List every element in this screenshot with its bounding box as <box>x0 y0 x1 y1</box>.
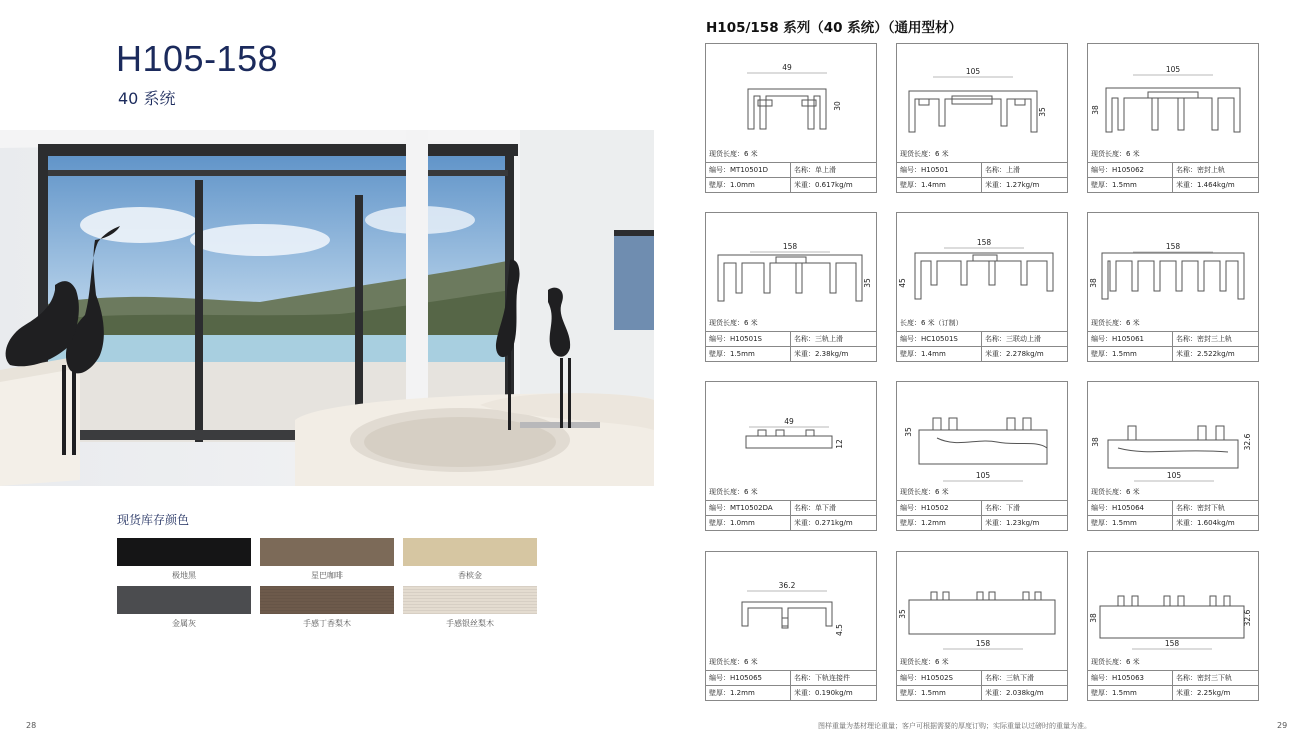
name-text: 名称：三轨下滑 <box>985 674 1034 682</box>
weight-text: 米重：1.27kg/m <box>985 181 1040 189</box>
thickness-weight-row <box>706 515 876 531</box>
dimension-label: 105 <box>1166 471 1182 480</box>
profile-cross-section-drawing <box>1088 382 1258 485</box>
weight-text: 米重：2.038kg/m <box>985 689 1044 697</box>
thickness-text: 壁厚：1.2mm <box>706 686 791 701</box>
length-text: 现货长度：6 米 <box>900 488 949 496</box>
code-name-row <box>706 500 876 516</box>
dimension-label: 158 <box>975 639 991 648</box>
dimension-label: 105 <box>1165 65 1181 74</box>
dimension-label: 38 <box>1089 613 1098 623</box>
code-text: 编号：H105063 <box>1088 671 1173 686</box>
thickness-text: 壁厚：1.0mm <box>706 516 791 531</box>
profile-card <box>1087 212 1259 362</box>
length-row <box>897 316 1067 331</box>
length-text: 现货长度：6 米 <box>1091 488 1140 496</box>
name-text: 名称：密封三上轨 <box>1176 335 1232 343</box>
profile-cross-section-drawing <box>1088 44 1258 147</box>
weight-text: 米重：0.190kg/m <box>794 689 853 697</box>
color-swatch-metal-grey <box>117 586 251 614</box>
dimension-label: 158 <box>1165 242 1181 251</box>
length-text: 现货长度：6 米 <box>1091 658 1140 666</box>
profile-card <box>1087 43 1259 193</box>
dimension-label: 38 <box>1091 105 1100 115</box>
dimension-label: 45 <box>898 278 907 288</box>
weight-text: 米重：0.617kg/m <box>794 181 853 189</box>
dimension-label: 36.2 <box>778 581 796 590</box>
name-text: 名称：上滑 <box>985 166 1020 174</box>
thickness-weight-row <box>1088 177 1258 193</box>
series-title: H105/158 系列（40 系统）（通用型材） <box>706 20 963 36</box>
code-name-row <box>706 162 876 178</box>
length-text: 现货长度：6 米 <box>709 150 758 158</box>
thickness-weight-row <box>1088 685 1258 701</box>
length-text: 现货长度：6 米 <box>1091 150 1140 158</box>
length-row <box>897 147 1067 162</box>
length-row <box>706 147 876 162</box>
dimension-label: 35 <box>863 278 872 288</box>
color-label: 香槟金 <box>458 571 482 580</box>
code-text: 编号：HC10501S <box>897 332 982 347</box>
code-text: 编号：MT10501D <box>706 163 791 178</box>
name-text: 名称：下轨连接件 <box>794 674 850 682</box>
profile-card <box>896 43 1068 193</box>
dimension-label: 105 <box>965 67 981 76</box>
profile-card <box>896 381 1068 531</box>
thickness-weight-row <box>706 346 876 362</box>
dimension-label: 30 <box>833 101 842 111</box>
length-row <box>1088 655 1258 670</box>
footnote: 图样重量为基材理论重量；客户可根据需要的厚度订购；实际重量以过磅时的重量为准。 <box>818 722 1091 730</box>
length-row <box>706 655 876 670</box>
color-label: 金属灰 <box>172 619 196 628</box>
profile-card <box>705 43 877 193</box>
bathroom-photo <box>0 130 654 486</box>
color-swatch-black <box>117 538 251 566</box>
name-text: 名称：单下滑 <box>794 504 836 512</box>
weight-text: 米重：2.522kg/m <box>1176 350 1235 358</box>
weight-text: 米重：2.38kg/m <box>794 350 849 358</box>
thickness-weight-row <box>897 346 1067 362</box>
color-label: 星巴咖啡 <box>311 571 343 580</box>
page-number-right: 29 <box>1277 721 1288 730</box>
name-text: 名称：三联动上滑 <box>985 335 1041 343</box>
color-swatch-pearwood-light <box>403 586 537 614</box>
thickness-text: 壁厚：1.5mm <box>1088 178 1173 193</box>
dimension-label: 49 <box>784 417 794 426</box>
code-text: 编号：H105061 <box>1088 332 1173 347</box>
weight-text: 米重：0.271kg/m <box>794 519 853 527</box>
profile-cross-section-drawing <box>706 382 876 485</box>
color-swatch-pearwood-dark <box>260 586 394 614</box>
thickness-text: 壁厚：1.5mm <box>706 347 791 362</box>
profile-cross-section-drawing <box>706 44 876 147</box>
profile-card <box>1087 381 1259 531</box>
weight-text: 米重：1.23kg/m <box>985 519 1040 527</box>
thickness-weight-row <box>897 515 1067 531</box>
dimension-label: 158 <box>782 242 798 251</box>
profile-card <box>705 212 877 362</box>
dimension-label: 38 <box>1089 278 1098 288</box>
length-row <box>897 485 1067 500</box>
dimension-label: 35 <box>898 609 907 619</box>
dimension-label: 32.6 <box>1243 433 1252 451</box>
color-swatch-coffee <box>260 538 394 566</box>
name-text: 名称：下滑 <box>985 504 1020 512</box>
profile-card <box>896 212 1068 362</box>
code-name-row <box>1088 331 1258 347</box>
profile-card <box>896 551 1068 701</box>
code-name-row <box>897 500 1067 516</box>
profile-cross-section-drawing <box>706 552 876 655</box>
profile-card <box>1087 551 1259 701</box>
stock-colors-heading: 现货库存颜色 <box>117 513 190 527</box>
code-name-row <box>897 331 1067 347</box>
code-text: 编号：H10501 <box>897 163 982 178</box>
name-text: 名称：密封下轨 <box>1176 504 1225 512</box>
weight-text: 米重：2.278kg/m <box>985 350 1044 358</box>
length-text: 现货长度：6 米 <box>900 150 949 158</box>
code-name-row <box>706 331 876 347</box>
profile-cross-section-drawing <box>897 552 1067 655</box>
dimension-label: 35 <box>904 427 913 437</box>
code-text: 编号：H105065 <box>706 671 791 686</box>
thickness-weight-row <box>706 685 876 701</box>
thickness-text: 壁厚：1.5mm <box>897 686 982 701</box>
profile-cross-section-drawing <box>897 44 1067 147</box>
length-row <box>1088 316 1258 331</box>
code-name-row <box>1088 670 1258 686</box>
length-row <box>1088 147 1258 162</box>
length-text: 长度：6 米（订制） <box>900 319 963 327</box>
thickness-text: 壁厚：1.4mm <box>897 347 982 362</box>
name-text: 名称：三轨上滑 <box>794 335 843 343</box>
code-name-row <box>1088 162 1258 178</box>
length-text: 现货长度：6 米 <box>709 319 758 327</box>
thickness-text: 壁厚：1.5mm <box>1088 686 1173 701</box>
thickness-text: 壁厚：1.0mm <box>706 178 791 193</box>
length-text: 现货长度：6 米 <box>709 488 758 496</box>
length-text: 现货长度：6 米 <box>709 658 758 666</box>
dimension-label: 4.5 <box>835 624 844 636</box>
code-name-row <box>1088 500 1258 516</box>
length-row <box>706 316 876 331</box>
color-label: 手感丁香梨木 <box>303 619 351 628</box>
profile-cross-section-drawing <box>1088 213 1258 316</box>
dimension-label: 12 <box>835 439 844 449</box>
code-name-row <box>897 162 1067 178</box>
dimension-label: 49 <box>782 63 792 72</box>
product-title: H105-158 <box>116 38 279 79</box>
code-text: 编号：H10502S <box>897 671 982 686</box>
dimension-label: 32.6 <box>1243 609 1252 627</box>
color-swatch-champagne <box>403 538 537 566</box>
dimension-label: 158 <box>976 238 992 247</box>
color-label: 手感银丝梨木 <box>446 619 494 628</box>
dimension-label: 38 <box>1091 437 1100 447</box>
page-number-left: 28 <box>26 721 37 730</box>
weight-text: 米重：1.604kg/m <box>1176 519 1235 527</box>
thickness-weight-row <box>1088 515 1258 531</box>
length-row <box>897 655 1067 670</box>
code-text: 编号：H10501S <box>706 332 791 347</box>
profile-card <box>705 551 877 701</box>
profile-cross-section-drawing <box>706 213 876 316</box>
dimension-label: 105 <box>975 471 991 480</box>
product-subtitle: 40 系统 <box>118 89 176 108</box>
color-label: 极地黑 <box>172 571 196 580</box>
thickness-weight-row <box>1088 346 1258 362</box>
code-name-row <box>706 670 876 686</box>
name-text: 名称：密封三下轨 <box>1176 674 1232 682</box>
dimension-label: 158 <box>1164 639 1180 648</box>
code-text: 编号：H105064 <box>1088 501 1173 516</box>
thickness-text: 壁厚：1.4mm <box>897 178 982 193</box>
length-text: 现货长度：6 米 <box>900 658 949 666</box>
profile-cross-section-drawing <box>897 213 1067 316</box>
length-row <box>1088 485 1258 500</box>
thickness-text: 壁厚：1.2mm <box>897 516 982 531</box>
thickness-weight-row <box>897 685 1067 701</box>
code-text: 编号：MT10502DA <box>706 501 791 516</box>
profile-card <box>705 381 877 531</box>
name-text: 名称：密封上轨 <box>1176 166 1225 174</box>
code-text: 编号：H10502 <box>897 501 982 516</box>
length-text: 现货长度：6 米 <box>1091 319 1140 327</box>
thickness-weight-row <box>897 177 1067 193</box>
weight-text: 米重：1.464kg/m <box>1176 181 1235 189</box>
code-name-row <box>897 670 1067 686</box>
profile-cross-section-drawing <box>897 382 1067 485</box>
dimension-label: 35 <box>1038 107 1047 117</box>
name-text: 名称：单上滑 <box>794 166 836 174</box>
length-row <box>706 485 876 500</box>
thickness-weight-row <box>706 177 876 193</box>
thickness-text: 壁厚：1.5mm <box>1088 516 1173 531</box>
profile-cross-section-drawing <box>1088 552 1258 655</box>
code-text: 编号：H105062 <box>1088 163 1173 178</box>
thickness-text: 壁厚：1.5mm <box>1088 347 1173 362</box>
weight-text: 米重：2.25kg/m <box>1176 689 1231 697</box>
